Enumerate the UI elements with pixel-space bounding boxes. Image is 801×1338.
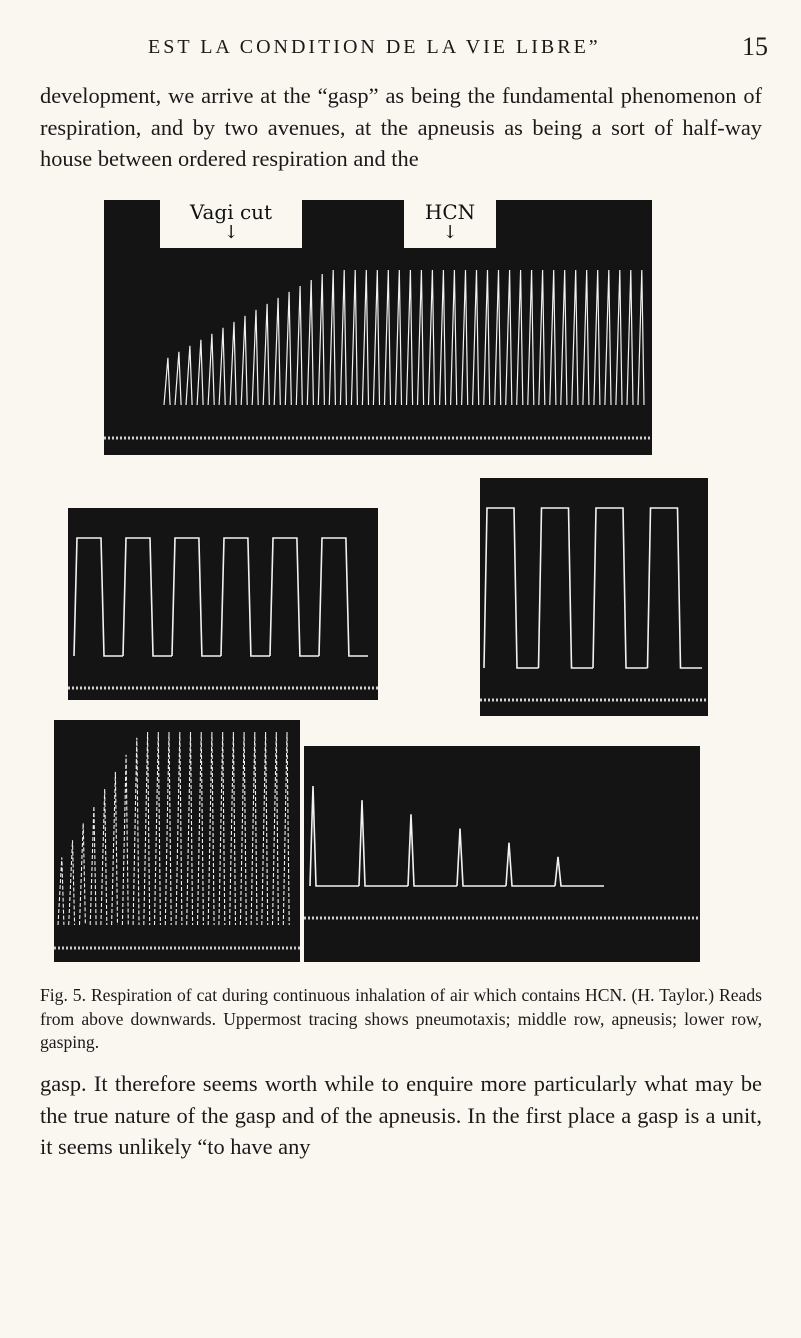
tracing-apneusis-left	[68, 508, 378, 700]
down-arrow-icon: ↓	[223, 222, 239, 243]
tracing-apneusis-left-svg	[68, 508, 378, 700]
page-header	[148, 32, 768, 66]
body-paragraph-bottom: gasp. It therefore seems worth while to enquire more particularly what may be the true nature of the gasp and of the apneusis. In the first place a gasp is a unit, it seems unlikely “to have any	[40, 1071, 762, 1159]
tracing-apneusis-right	[480, 478, 708, 716]
hcn-label: HCN ↓	[404, 200, 496, 248]
body-paragraph-top: development, we arrive at the “gasp” as being the fundamental phenomenon of respiration, and by two avenues, at the apneusis as being a sort of half-way house between ordered respiration and the	[40, 83, 762, 171]
page-number: 15	[742, 32, 768, 61]
tracing-apneusis-right-svg	[480, 478, 708, 716]
running-title: EST LA CONDITION DE LA VIE LIBRE”	[148, 36, 601, 58]
figure-caption: Fig. 5. Respiration of cat during continuous inhalation of air which contains HCN. (H. Taylor.) Reads from above downwards. Uppermost tracing shows pneumotaxis; middle row, apneusis; lower row, gasping.	[40, 985, 762, 1052]
tracing-gasping-left	[54, 720, 300, 962]
down-arrow-icon: ↓	[442, 222, 458, 243]
tracing-gasping-left-svg	[54, 720, 300, 962]
vagi-cut-label: Vagi cut ↓	[160, 200, 302, 248]
tracing-gasping-right	[304, 746, 700, 962]
tracing-gasping-right-svg	[304, 746, 700, 962]
